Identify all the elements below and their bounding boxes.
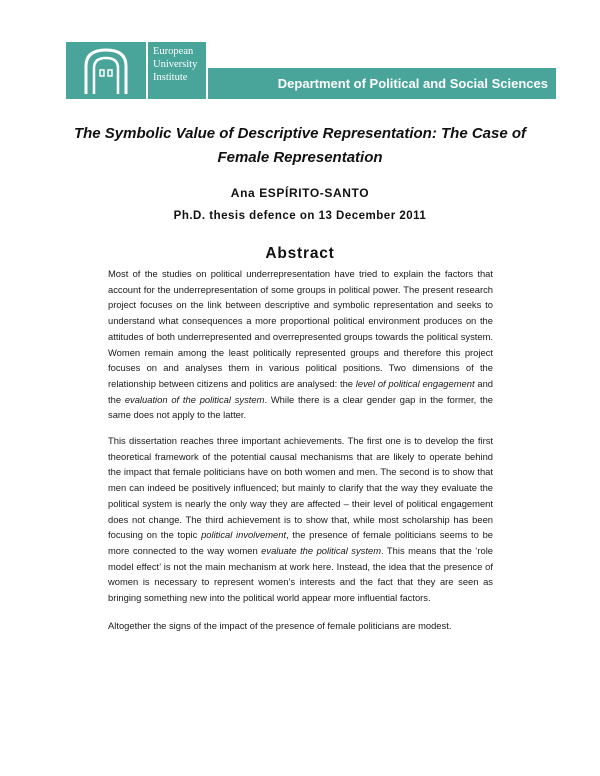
text-run: Most of the studies on political underrepresentation have tried to explain the factors that account for the underrepresentation of some groups in political power. The present research project focuses on the link between descriptive and symbolic representation and seeks to understand what consequences a more proportional political environment produces on the attitudes of both underrepresented and overrepresented groups towards the political system. Women remain among the least politically represented groups and therefore this project focuses on and analyses them in various political positions. Two dimensions of the relationship between citizens and politics are analysed: the xyxy=(108,268,493,389)
institute-name-line2: University xyxy=(153,59,198,70)
text-run: This dissertation reaches three important achievements. The first one is to develop the first theoretical framework of the potential causal mechanisms that are likely to operate behind the impact that female politicians have on both women and men. The second is to show that men can indeed be positively influenced; but mainly to clarify that the way they evaluate the political system is nearly the only way they are affected – their level of political engagement does not change. The third achievement is to show that, while most scholarship has been focusing on the topic xyxy=(108,435,493,541)
italic-run: evaluate the political system xyxy=(261,544,382,556)
defence-date: Ph.D. thesis defence on 13 December 2011 xyxy=(173,210,427,222)
author-name: Ana ESPÍRITO-SANTO xyxy=(230,186,370,200)
institute-name xyxy=(146,42,206,99)
abstract-paragraph-3: Altogether the signs of the impact of the presence of female politicians are modest. xyxy=(108,619,452,631)
department-name: Department of Political and Social Sciences xyxy=(277,76,548,91)
text-run: . This means that the ‘role model effect’ is not the main mechanism at work here. Instead, the idea that the presence of women is necessary to represent women’s interests and the fact that they are seen as bringing something new into the political world appear more influential factors. xyxy=(108,544,494,604)
header-banner xyxy=(66,42,556,99)
abstract-heading: Abstract xyxy=(265,245,335,262)
italic-run: political involvement xyxy=(201,529,287,541)
italic-run: evaluation of the political system xyxy=(124,393,265,405)
document-title: The Symbolic Value of Descriptive Representation: The Case of Female Representation xyxy=(73,125,527,166)
institute-name-line1: European xyxy=(153,46,194,57)
abstract-body xyxy=(108,266,493,643)
institute-name-line3: Institute xyxy=(153,72,188,83)
institute-logo xyxy=(66,42,146,99)
text-run: . While there is a clear gender gap in the former, the same does not apply to the latter. xyxy=(108,393,494,421)
department-band xyxy=(206,68,556,99)
abstract-paragraph-1 xyxy=(108,266,493,423)
italic-run: level of political engagement xyxy=(355,377,475,389)
text-run: , the presence of female politicians seems to be more connected to the way women xyxy=(108,529,493,556)
doorway-logo-icon xyxy=(82,46,130,96)
text-run: and the xyxy=(108,377,494,405)
abstract-paragraph-2 xyxy=(108,433,493,606)
